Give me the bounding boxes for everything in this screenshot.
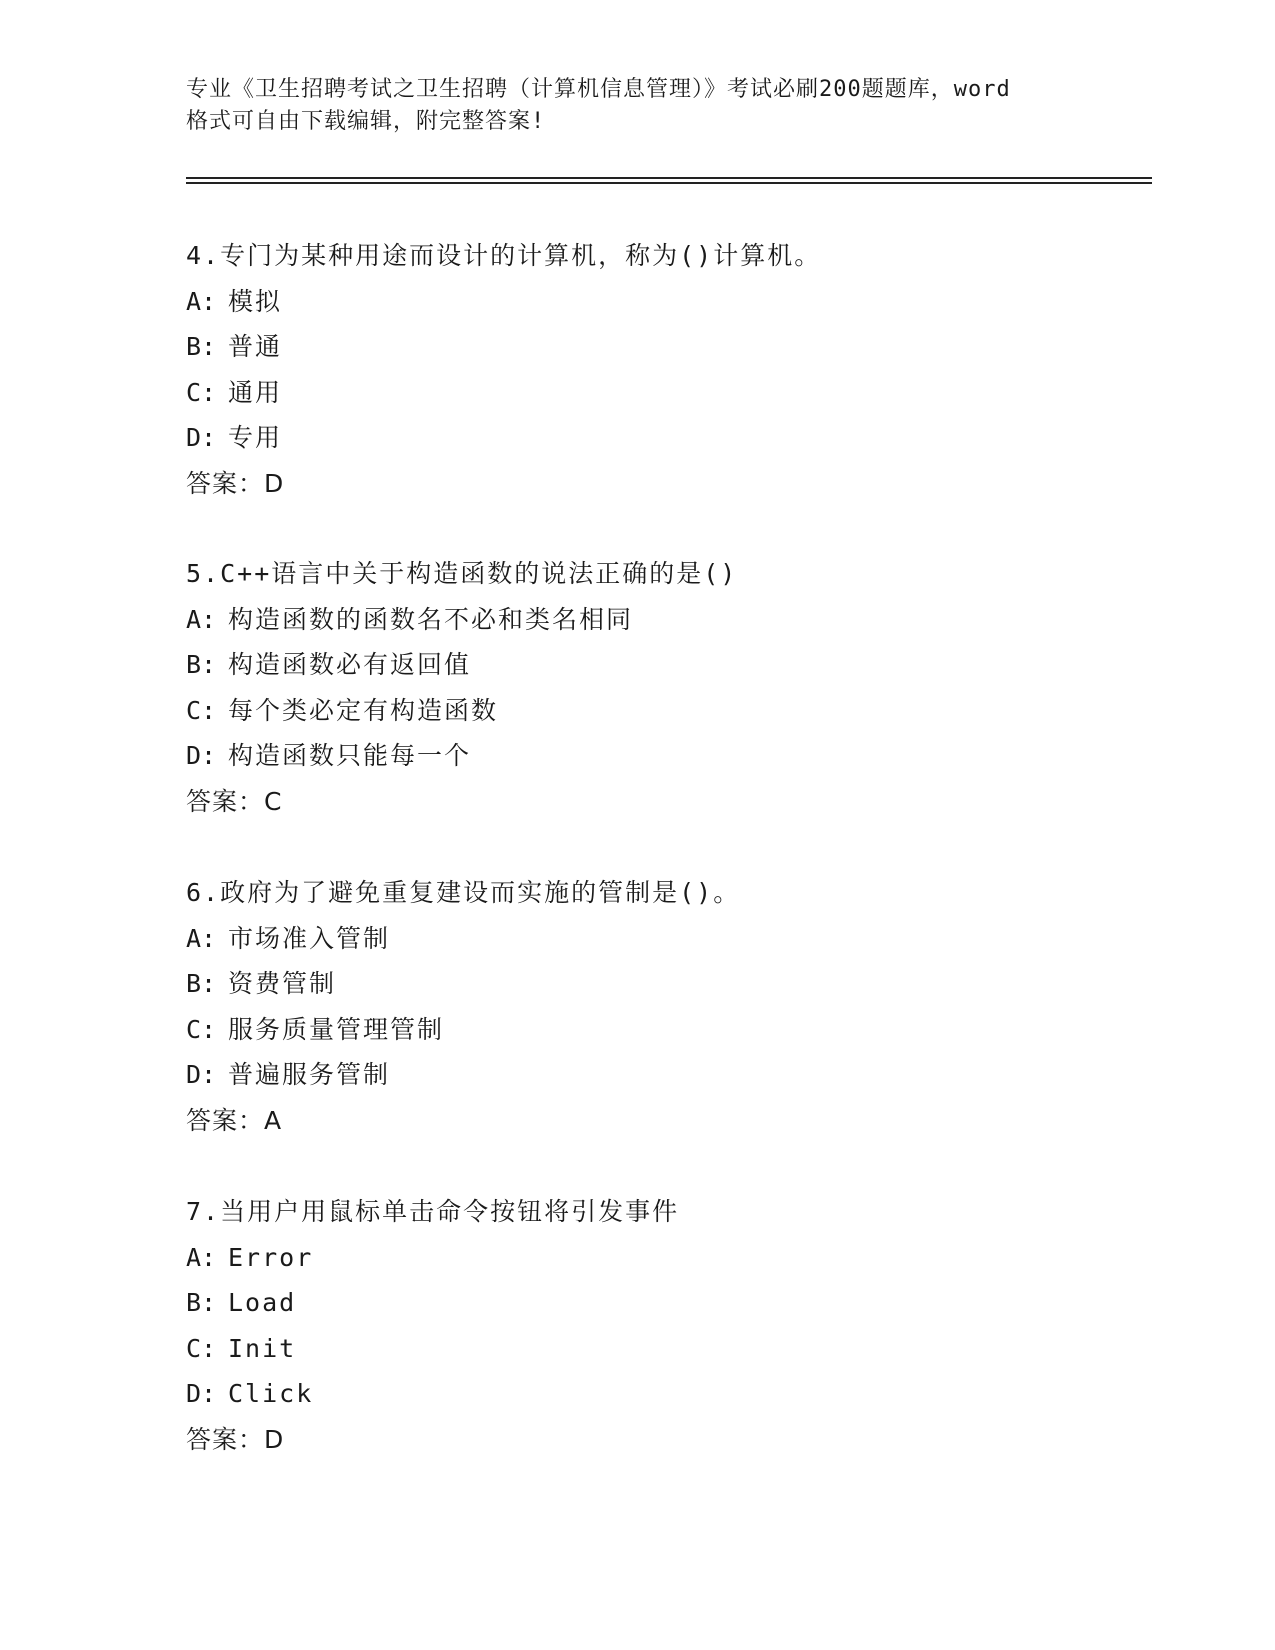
option-a <box>186 1235 1146 1281</box>
option-key: D: <box>186 741 217 770</box>
question-title: 4.专门为某种用途而设计的计算机，称为()计算机。 <box>186 241 822 270</box>
option-key: D: <box>186 423 217 452</box>
option-text: 构造函数只能每一个 <box>228 741 472 770</box>
answer-line: 答案：C <box>186 786 283 816</box>
question-title: 6.政府为了避免重复建设而实施的管制是()。 <box>186 878 741 907</box>
option-key: B: <box>186 332 217 361</box>
option-text: 市场准入管制 <box>228 923 391 953</box>
question-6 <box>186 870 1146 1143</box>
question-4 <box>186 233 1146 506</box>
option-key: C: <box>186 377 217 407</box>
option-text: 构造函数必有返回值 <box>228 650 472 679</box>
option-d <box>186 733 1146 779</box>
option-key: A: <box>186 286 217 316</box>
document-header <box>186 74 1086 138</box>
option-text: 普通 <box>228 332 283 361</box>
header-line-2: 格式可自由下载编辑，附完整答案! <box>186 109 546 134</box>
option-text: Init <box>228 1333 297 1363</box>
option-a <box>186 916 1146 962</box>
option-key: C: <box>186 695 217 725</box>
option-key: A: <box>186 604 217 634</box>
question-7 <box>186 1189 1146 1462</box>
answer-line: 答案：D <box>186 468 285 498</box>
option-text: 模拟 <box>228 286 283 316</box>
option-text: 构造函数的函数名不必和类名相同 <box>228 604 634 634</box>
answer-line: 答案：A <box>186 1105 283 1135</box>
option-key: D: <box>186 1379 217 1408</box>
answer-line: 答案：D <box>186 1424 285 1454</box>
option-text: Error <box>228 1242 314 1272</box>
option-c <box>186 370 1146 416</box>
question-title: 5.C++语言中关于构造函数的说法正确的是() <box>186 559 738 588</box>
header-divider-top <box>186 177 1152 179</box>
option-key: D: <box>186 1060 217 1089</box>
option-c <box>186 1326 1146 1372</box>
option-text: 普遍服务管制 <box>228 1060 391 1089</box>
option-key: C: <box>186 1333 217 1363</box>
header-divider-bottom <box>186 182 1152 184</box>
option-c <box>186 1007 1146 1053</box>
option-text: 每个类必定有构造函数 <box>228 695 499 725</box>
option-text: 专用 <box>228 423 283 452</box>
question-5 <box>186 551 1146 824</box>
option-text: 服务质量管理管制 <box>228 1014 445 1044</box>
option-a <box>186 597 1146 643</box>
option-d <box>186 1052 1146 1098</box>
option-key: A: <box>186 1242 217 1272</box>
option-a <box>186 279 1146 325</box>
option-key: B: <box>186 969 217 998</box>
option-text: Load <box>228 1288 297 1317</box>
option-text: 通用 <box>228 377 283 407</box>
option-d <box>186 1371 1146 1417</box>
option-c <box>186 688 1146 734</box>
question-title: 7.当用户用鼠标单击命令按钮将引发事件 <box>186 1197 680 1226</box>
option-key: B: <box>186 650 217 679</box>
option-key: C: <box>186 1014 217 1044</box>
option-text: 资费管制 <box>228 969 337 998</box>
option-text: Click <box>228 1379 314 1408</box>
option-key: B: <box>186 1288 217 1317</box>
option-d <box>186 415 1146 461</box>
header-line-1: 专业《卫生招聘考试之卫生招聘（计算机信息管理）》考试必刷200题题库，word <box>186 77 1011 102</box>
option-b <box>186 324 1146 370</box>
option-b <box>186 961 1146 1007</box>
option-b <box>186 1280 1146 1326</box>
option-b <box>186 642 1146 688</box>
option-key: A: <box>186 923 217 953</box>
